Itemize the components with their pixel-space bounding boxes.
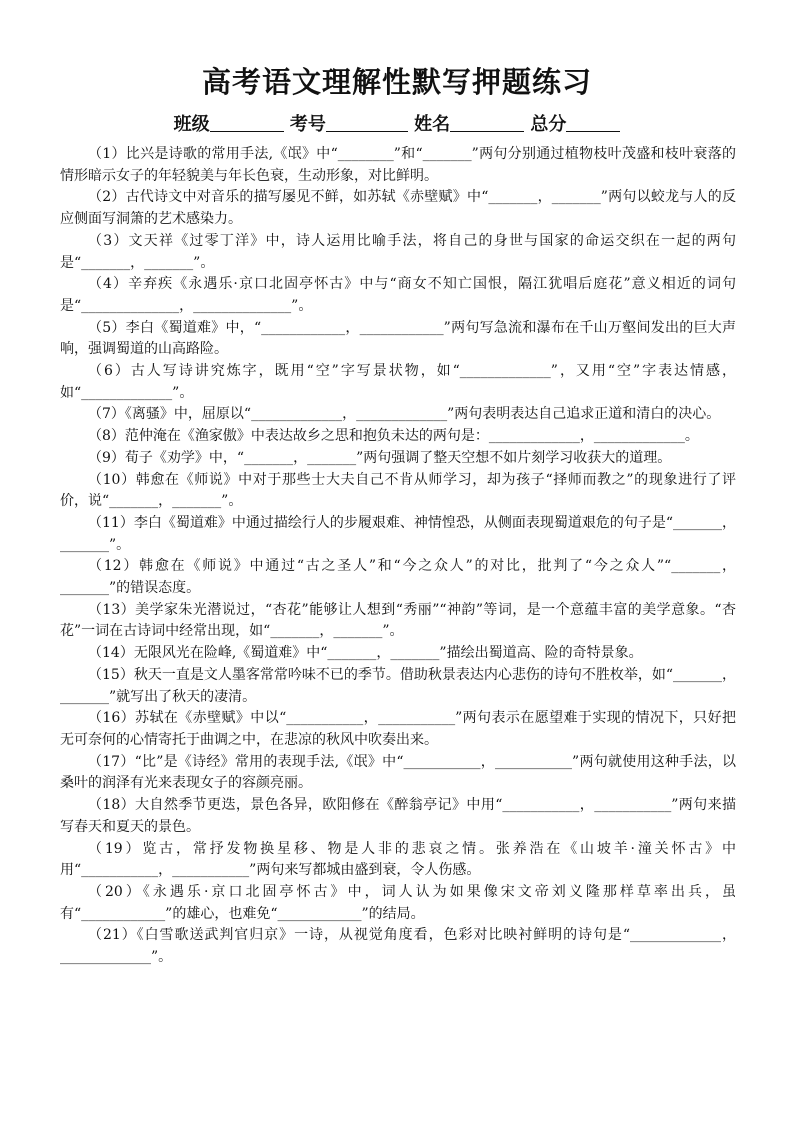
question-item: （17）“比”是《诗经》常用的表现手法,《氓》中“___________，___________”两句就使用这种手法，以桑叶的润泽有光来表现女子的容颜亮丽。 — [60, 753, 736, 792]
question-item: （20）《永遇乐·京口北固亭怀古》中，词人认为如果像宋文帝刘义隆那样草率出兵，虽有“____________”的雄心，也难免“____________”的结局。 — [60, 883, 736, 922]
question-item: （14）无限风光在险峰,《蜀道难》中“_______，_______”描绘出蜀道高、险的奇特景象。 — [88, 645, 643, 662]
name-blank — [450, 113, 524, 132]
question-item: （11）李白《蜀道难》中通过描绘行人的步履艰难、神情惶恐，从侧面表现蜀道艰危的句子是“_______，_______”。 — [60, 514, 736, 553]
score-label: 总分 — [530, 114, 567, 135]
question-item: （18）大自然季节更迭，景色各异，欧阳修在《醉翁亭记》中用“___________，___________”两句来描写春天和夏天的景色。 — [60, 797, 736, 835]
question-item: （12）韩愈在《师说》中通过“古之圣人”和“今之众人”的对比，批判了“今之众人”“_______，_______”的错误态度。 — [60, 558, 736, 597]
exam-no-label: 考号 — [289, 114, 326, 135]
question-item: （2）古代诗文中对音乐的描写屡见不鲜，如苏轼《赤壁赋》中“_______，_______”两句以蛟龙与人的反应侧面写洞箫的艺术感染力。 — [60, 189, 736, 228]
question-item: （10）韩愈在《师说》中对于那些士大夫自己不肯从师学习，却为孩子“择师而教之”的现象进行了评价，说“_______，_______”。 — [60, 471, 736, 510]
question-list — [60, 144, 736, 969]
question-item: （8）范仲淹在《渔家傲》中表达故乡之思和抱负未达的两句是：_____________，_____________。 — [88, 428, 699, 445]
page-title: 高考语文理解性默写押题练习 — [201, 65, 592, 99]
score-blank — [566, 113, 620, 132]
question-item: （9）荀子《劝学》中，“_______，_______”两句强调了整天空想不如片刻学习收获大的道理。 — [88, 449, 672, 466]
question-item: （21）《白雪歌送武判官归京》一诗，从视觉角度看，色彩对比映衬鲜明的诗句是“_____________，_____________”。 — [60, 927, 736, 966]
question-item: （7）《离骚》中，屈原以“_____________，_____________”两句表明表达自己追求正道和清白的决心。 — [88, 406, 721, 423]
question-item: （13）美学家朱光潜说过，“杏花”能够让人想到“秀丽”“神韵”等词，是一个意蕴丰富的美学意象。“杏花”一词在古诗词中经常出现，如“_______，_______”。 — [60, 601, 736, 640]
question-item: （15）秋天一直是文人墨客常常吟味不已的季节。借助秋景表达内心悲伤的诗句不胜枚举，如“_______，_______”就写出了秋天的凄清。 — [60, 666, 736, 705]
question-item: （19）览古，常抒发物换星移、物是人非的悲哀之情。张养浩在《山坡羊·潼关怀古》中用“___________，___________”两句来写都城由盛到衰，令人伤感。 — [60, 840, 736, 879]
question-item: （6）古人写诗讲究炼字，既用“空”字写景状物，如“_____________”，又用“空”字表达情感，如“_____________”。 — [60, 363, 736, 401]
question-item: （3）文天祥《过零丁洋》中，诗人运用比喻手法，将自己的身世与国家的命运交织在一起的两句是“_______，_______”。 — [60, 232, 736, 271]
class-blank — [210, 113, 284, 132]
student-info-line — [0, 110, 794, 136]
question-item: （5）李白《蜀道难》中，“____________，____________”两句写急流和瀑布在千山万壑间发出的巨大声响，强调蜀道的山高路险。 — [60, 319, 736, 358]
question-item: （4）辛弃疾《永遇乐·京口北固亭怀古》中与“商女不知亡国恨，隔江犹唱后庭花”意义相近的词句是“______________，______________”。 — [60, 276, 736, 314]
exam-no-blank — [326, 113, 408, 132]
question-item: （16）苏轼在《赤壁赋》中以“___________，___________”两句表示在愿望难于实现的情况下，只好把无可奈何的心情寄托于曲调之中，在悲凉的秋风中吹奏出来。 — [60, 710, 736, 748]
name-label: 姓名 — [414, 114, 451, 135]
class-label: 班级 — [173, 114, 210, 135]
question-item: （1）比兴是诗歌的常用手法,《氓》中“________”和“_______”两句分别通过植物枝叶茂盛和枝叶衰落的情形暗示女子的年轻貌美与年长色衰，生动形象，对比鲜明。 — [60, 146, 736, 184]
